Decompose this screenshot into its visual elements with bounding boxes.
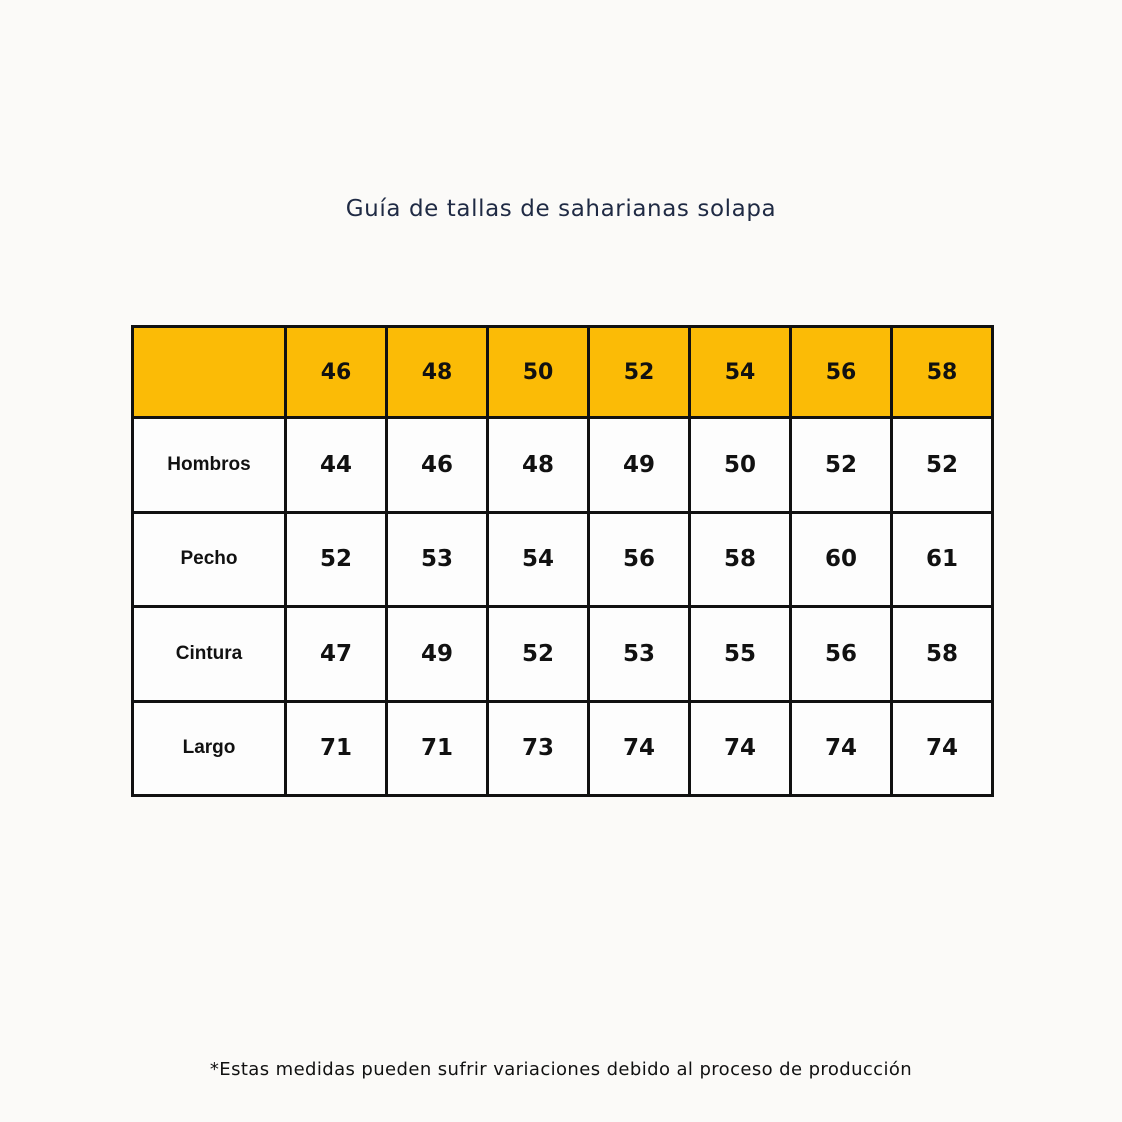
table-cell: 58 [690, 512, 791, 606]
table-cell: 71 [286, 701, 387, 796]
table-cell: 50 [690, 418, 791, 512]
size-header-cell: 50 [488, 327, 589, 418]
size-header-cell: 46 [286, 327, 387, 418]
table-cell: 49 [387, 607, 488, 701]
table-cell: 49 [589, 418, 690, 512]
table-cell: 52 [791, 418, 892, 512]
row-label: Pecho [133, 512, 286, 606]
table-cell: 74 [791, 701, 892, 796]
footnote: *Estas medidas pueden sufrir variaciones debido al proceso de producción [209, 1059, 913, 1080]
table-cell: 74 [690, 701, 791, 796]
table-cell: 71 [387, 701, 488, 796]
table-cell: 53 [589, 607, 690, 701]
table-cell: 47 [286, 607, 387, 701]
table-row-cintura [133, 607, 993, 701]
table-cell: 46 [387, 418, 488, 512]
size-header-row [133, 327, 993, 418]
row-label: Largo [133, 701, 286, 796]
size-header-cell: 58 [892, 327, 993, 418]
size-header-cell: 54 [690, 327, 791, 418]
size-header-cell: 56 [791, 327, 892, 418]
size-header-cell: 52 [589, 327, 690, 418]
table-row-largo [133, 701, 993, 796]
size-chart-table [131, 325, 994, 797]
table-cell: 52 [286, 512, 387, 606]
row-label: Cintura [133, 607, 286, 701]
table-cell: 73 [488, 701, 589, 796]
table-cell: 53 [387, 512, 488, 606]
table-cell: 52 [488, 607, 589, 701]
table-cell: 58 [892, 607, 993, 701]
table-cell: 61 [892, 512, 993, 606]
table-cell: 74 [892, 701, 993, 796]
table-cell: 48 [488, 418, 589, 512]
size-header-cell: 48 [387, 327, 488, 418]
table-cell: 52 [892, 418, 993, 512]
table-cell: 56 [589, 512, 690, 606]
table-cell: 56 [791, 607, 892, 701]
table-cell: 60 [791, 512, 892, 606]
row-label: Hombros [133, 418, 286, 512]
page-title: Guía de tallas de saharianas solapa [345, 196, 777, 222]
table-cell: 55 [690, 607, 791, 701]
table-cell: 54 [488, 512, 589, 606]
corner-cell [133, 327, 286, 418]
table-cell: 74 [589, 701, 690, 796]
table-row-pecho [133, 512, 993, 606]
table-row-hombros [133, 418, 993, 512]
table-cell: 44 [286, 418, 387, 512]
